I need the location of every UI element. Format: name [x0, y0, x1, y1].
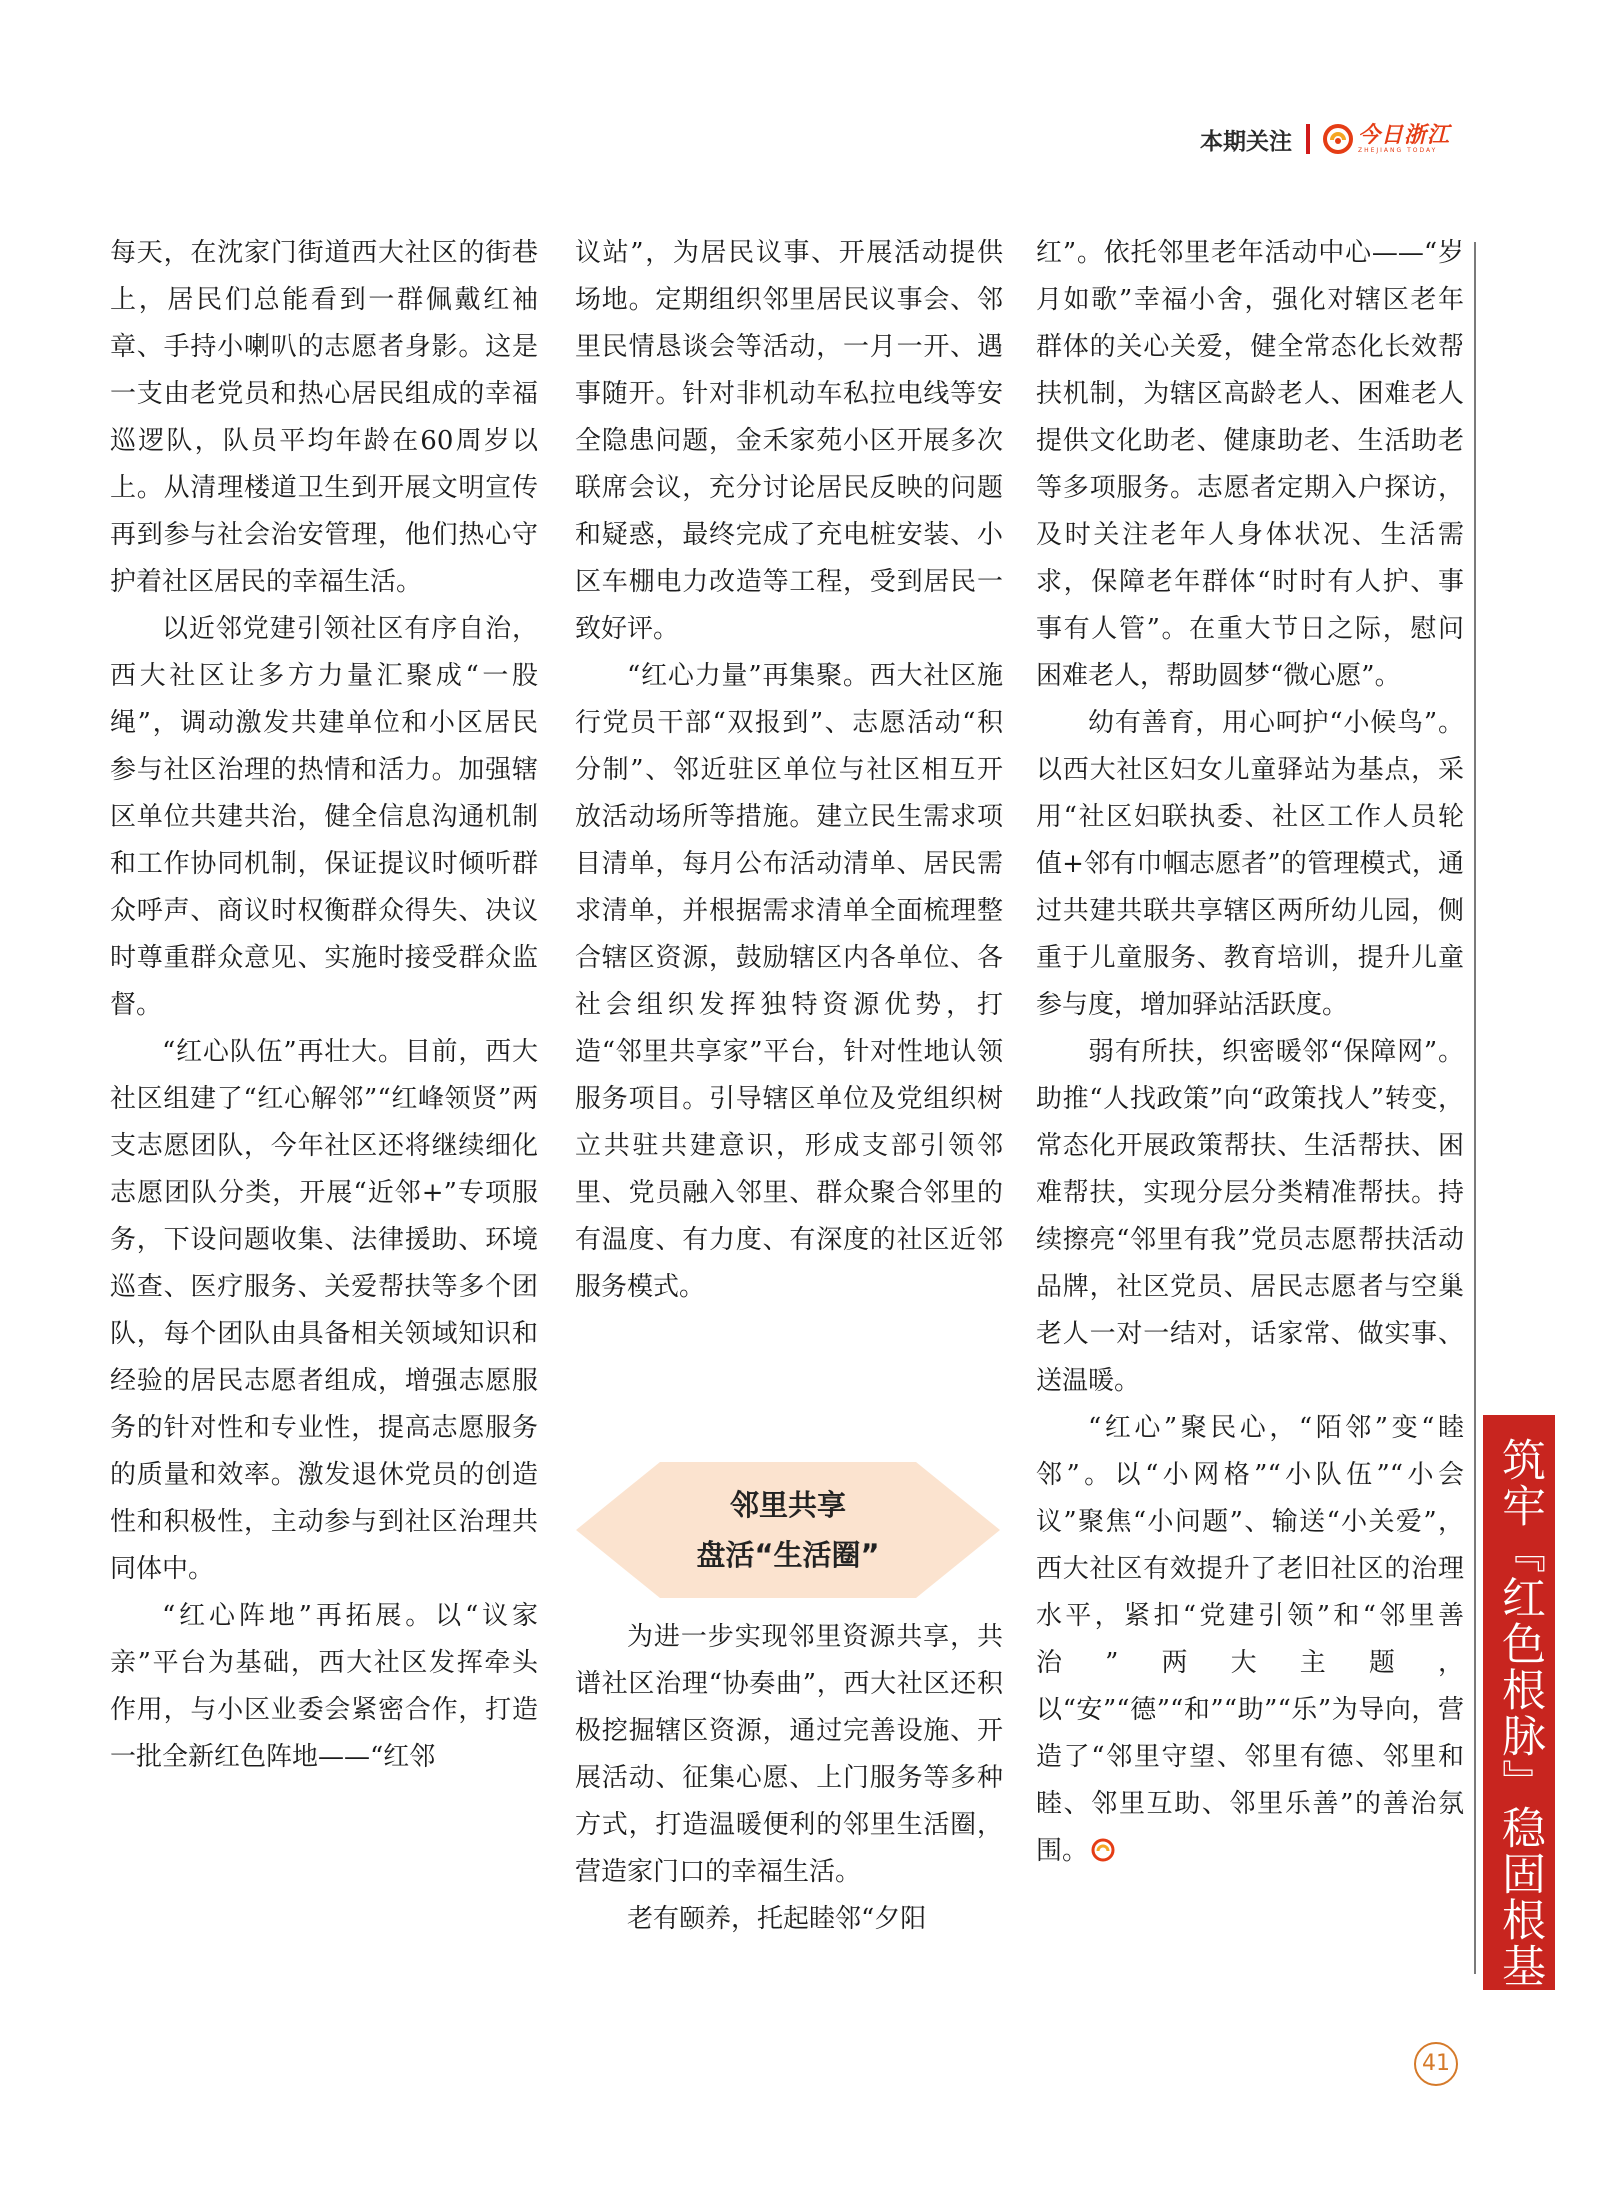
side-tab-title: 筑牢『红色根脉』稳固根基 — [1494, 1437, 1545, 1989]
logo-english-text: ZHEJIANG TODAY — [1357, 147, 1438, 154]
section-label: 本期关注 — [1199, 128, 1292, 155]
paragraph: 议站”，为居民议事、开展活动提供场地。定期组织邻里居民议事会、邻里民情恳谈会等活动，一月一开、遇事随开。针对非机动车私拉电线等安全隐患问题，金禾家苑小区开展多次联席会议，充分讨论居民反映的问题和疑惑，最终完成了充电桩安装、小区车棚电力改造等工程，受到居民一致好评。 — [575, 238, 1003, 644]
section-subheading — [576, 1462, 1000, 1598]
paragraph: “红心力量”再集聚。西大社区施行党员干部“双报到”、志愿活动“积分制”、邻近驻区单位与社区相互开放活动场所等措施。建立民生需求项目清单，每月公布活动清单、居民需求清单，并根据需求清单全面梳理整合辖区资源，鼓励辖区内各单位、各社会组织发挥独特资源优势，打造“邻里共享家”平台，针对性地认领服务项目。引导辖区单位及党组织树立共驻共建意识，形成支部引领邻里、党员融入邻里、群众聚合邻里的有温度、有力度、有深度的社区近邻服务模式。 — [575, 661, 1003, 1302]
subheading-line-1: 邻里共享 — [729, 1488, 846, 1522]
page-number: 41 — [1414, 2042, 1458, 2086]
column-rule — [1474, 242, 1476, 1974]
header-divider — [1306, 124, 1310, 154]
subheading-line-2: 盘活“生活圈” — [696, 1538, 880, 1572]
paragraph: 红”。依托邻里老年活动中心——“岁月如歌”幸福小舍，强化对辖区老年群体的关心关爱，健全常态化长效帮扶机制，为辖区高龄老人、困难老人提供文化助老、健康助老、生活助老等多项服务。志愿者定期入户探访，及时关注老年人身体状况、生活需求，保障老年群体“时时有人护、事事有人管”。在重大节日之际，慰问困难老人，帮助圆梦“微心愿”。 — [1036, 238, 1464, 691]
magazine-logo — [1322, 123, 1450, 155]
article-column-2-lower — [575, 1614, 1003, 1943]
logo-swirl-icon — [1322, 123, 1354, 155]
paragraph: 为进一步实现邻里资源共享，共谱社区治理“协奏曲”，西大社区还积极挖掘辖区资源，通过完善设施、开展活动、征集心愿、上门服务等多种方式，打造温暖便利的邻里生活圈，营造家门口的幸福生活。 — [575, 1622, 1003, 1887]
paragraph: 老有颐养，托起睦邻“夕阳 — [627, 1904, 927, 1934]
logo-chinese-text: 今日浙江 — [1357, 122, 1450, 148]
paragraph: 弱有所扶，织密暖邻“保障网”。助推“人找政策”向“政策找人”转变，常态化开展政策帮扶、生活帮扶、困难帮扶，实现分层分类精准帮扶。持续擦亮“邻里有我”党员志愿帮扶活动品牌，社区党员、居民志愿者与空巢老人一对一结对，话家常、做实事、送温暖。 — [1036, 1037, 1464, 1396]
side-tab — [1483, 1415, 1555, 1990]
article-column-2 — [575, 230, 1003, 1311]
paragraph: “红心队伍”再壮大。目前，西大社区组建了“红心解邻”“红峰领贤”两支志愿团队，今年社区还将继续细化志愿团队分类，开展“近邻+”专项服务，下设问题收集、法律援助、环境巡查、医疗服务、关爱帮扶等多个团队，每个团队由具备相关领域知识和经验的居民志愿者组成，增强志愿服务的针对性和专业性，提高志愿服务的质量和效率。激发退休党员的创造性和积极性，主动参与到社区治理共同体中。 — [110, 1037, 538, 1584]
paragraph: 每天，在沈家门街道西大社区的街巷上，居民们总能看到一群佩戴红袖章、手持小喇叭的志愿者身影。这是一支由老党员和热心居民组成的幸福巡逻队，队员平均年龄在60周岁以上。从清理楼道卫生到开展文明宣传再到参与社会治安管理，他们热心守护着社区居民的幸福生活。 — [110, 238, 538, 597]
article-column-3 — [1036, 230, 1464, 1875]
page-header — [1200, 114, 1450, 164]
paragraph-last — [1036, 1405, 1464, 1875]
paragraph-text: “红心”聚民心，“陌邻”变“睦邻”。以“小网格”“小队伍”“小会议”聚焦“小问题”、输送“小关爱”，西大社区有效提升了老旧社区的治理水平，紧扣“党建引领”和“邻里善治”两大主题，以“安”“德”“和”“助”“乐”为导向，营造了“邻里守望、邻里有德、邻里和睦、邻里互助、邻里乐善”的善治氛围。 — [1036, 1413, 1464, 1866]
paragraph: 幼有善育，用心呵护“小候鸟”。以西大社区妇女儿童驿站为基点，采用“社区妇联执委、社区工作人员轮值+邻有巾帼志愿者”的管理模式，通过共建共联共享辖区两所幼儿园，侧重于儿童服务、教育培训，提升儿童参与度，增加驿站活跃度。 — [1036, 708, 1464, 1020]
paragraph: 以近邻党建引领社区有序自治，西大社区让多方力量汇聚成“一股绳”，调动激发共建单位和小区居民参与社区治理的热情和活力。加强辖区单位共建共治，健全信息沟通机制和工作协同机制，保证提议时倾听群众呼声、商议时权衡群众得失、决议时尊重群众意见、实施时接受群众监督。 — [110, 614, 538, 1020]
paragraph: “红心阵地”再拓展。以“议家亲”平台为基础，西大社区发挥牵头作用，与小区业委会紧密合作，打造一批全新红色阵地——“红邻 — [110, 1601, 538, 1772]
end-mark-icon — [1090, 1837, 1116, 1863]
article-column-1 — [110, 230, 538, 1781]
